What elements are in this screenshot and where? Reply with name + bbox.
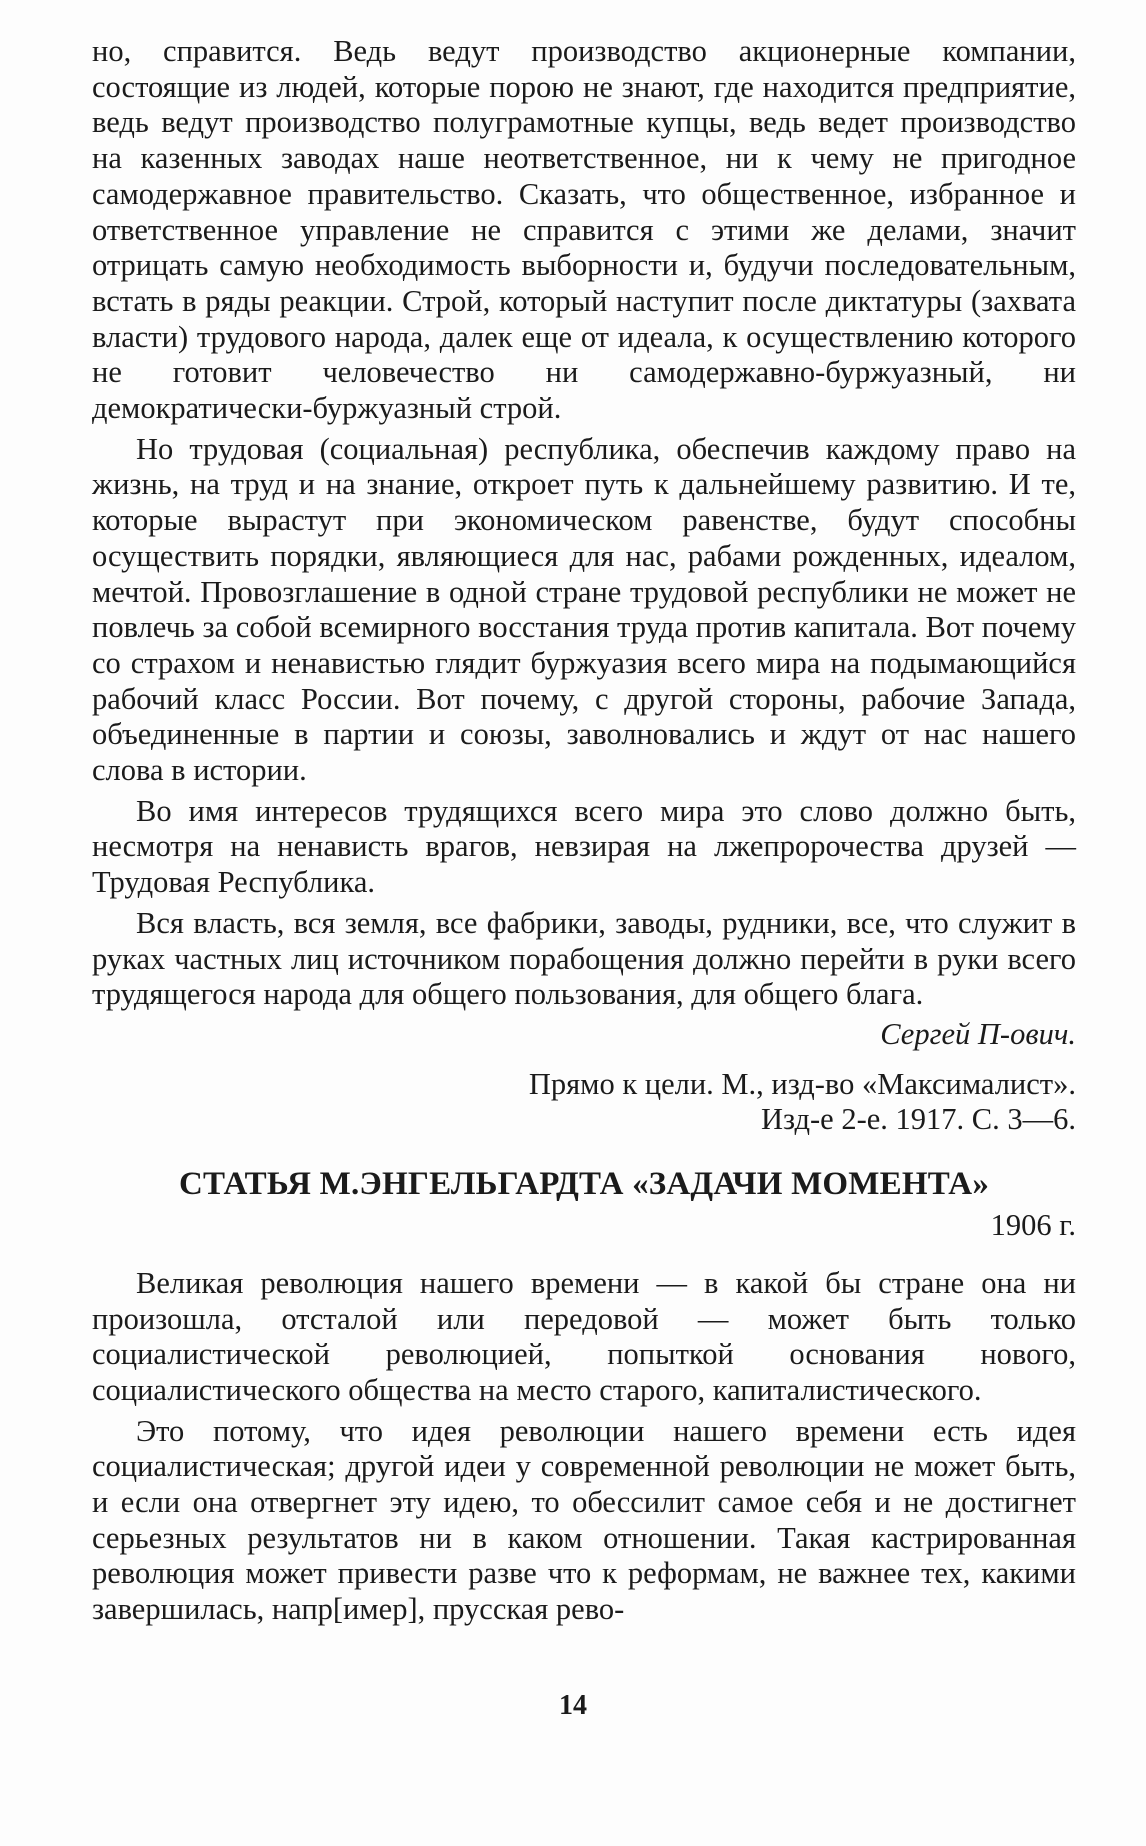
signature: Сергей П-ович. <box>880 1016 1076 1051</box>
paragraph: Это потому, что идея революции нашего времени есть идея социалистическая; другой идеи у современной революции не может быть, и если она отвергнет эту идею, то обессилит самое себя и не достигнет серьезных результатов ни в каком отношении. Такая кастрированная революция может привести разве что к реформам, не важнее тех, какими завершилась, напр[имер], прусская рево- <box>92 1413 1076 1627</box>
article-heading: СТАТЬЯ М.ЭНГЕЛЬГАРДТА «ЗАДАЧИ МОМЕНТА» <box>178 1166 990 1203</box>
text-column <box>92 34 1076 1628</box>
paragraph: Великая революция нашего времени — в какой бы стране она ни произошла, отсталой или передовой — может быть только социалистической революцией, попыткой основания нового, социалистического общества на место старого, капиталистического. <box>92 1265 1076 1407</box>
page-number: 14 <box>559 1690 587 1721</box>
paragraph: но, справится. Ведь ведут производство акционерные компании, состоящие из людей, которые порою не знают, где находится предприятие, ведь ведут производство полуграмотные купцы, ведь ведет производство на казенных заводах наше неответственное, ни к чему не пригодное самодержавное правительство. Сказать, что общественное, избранное и ответственное управление не справится с этими же делами, значит отрицать самую необходимость выборности и, будучи последовательным, встать в ряды реакции. Строй, который наступит после диктатуры (захвата власти) трудового народа, далек еще от идеала, к осуществлению которого не готовит человечество ни самодержавно-буржуазный, ни демократически-буржуазный строй. <box>92 34 1076 426</box>
source-line: Изд-е 2-е. 1917. С. 3—6. <box>760 1102 1076 1137</box>
article-date: 1906 г. <box>990 1208 1076 1243</box>
paragraph: Вся власть, вся земля, все фабрики, заводы, рудники, все, что служит в руках частных лиц источником порабощения должно перейти в руки всего трудящегося народа для общего пользования, для общего блага. <box>92 905 1076 1012</box>
source-citation <box>92 1067 1076 1138</box>
paragraph: Но трудовая (социальная) республика, обеспечив каждому право на жизнь, на труд и на знание, откроет путь к дальнейшему развитию. И те, которые вырастут при экономическом равенстве, будут способны осуществить порядки, являющиеся для нас, рабами рожденных, идеалом, мечтой. Провозглашение в одной стране трудовой республики не может не повлечь за собой всемирного восстания труда против капитала. Вот почему со страхом и ненавистью глядит буржуазия всего мира на подымающийся рабочий класс России. Вот почему, с другой стороны, рабочие Запада, объединенные в партии и союзы, заволновались и ждут от нас нашего слова в истории. <box>92 431 1076 788</box>
paragraph: Во имя интересов трудящихся всего мира это слово должно быть, несмотря на ненависть врагов, невзирая на лжепророчества друзей — Трудовая Республика. <box>92 793 1076 900</box>
source-line: Прямо к цели. М., изд-во «Максималист». <box>528 1066 1076 1101</box>
